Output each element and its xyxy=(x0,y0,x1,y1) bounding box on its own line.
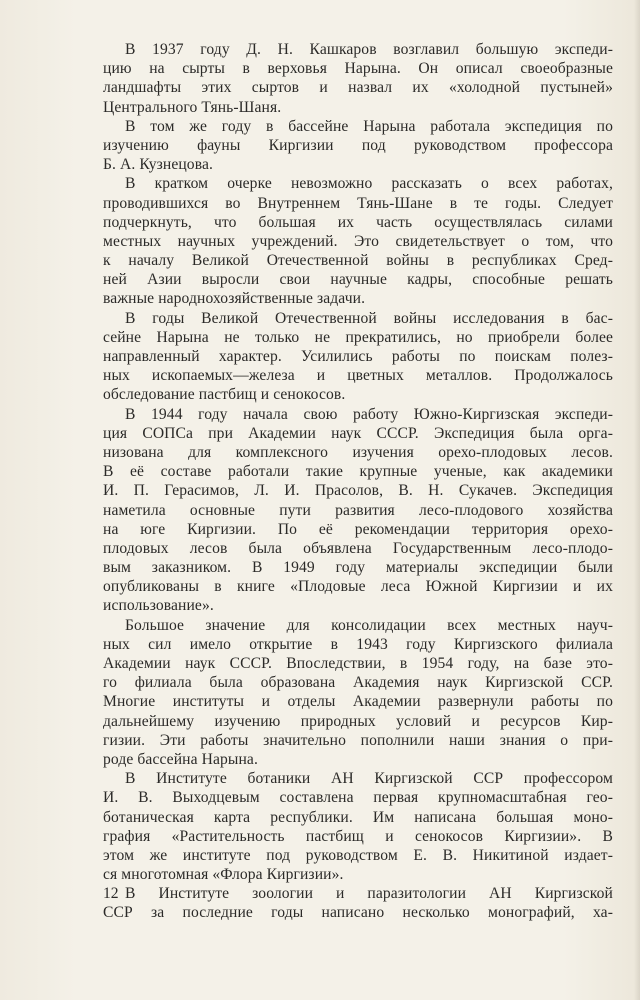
text-line: этом же институте под руководством Е. В. Никитиной издает- xyxy=(103,846,613,864)
text-line: сейне Нарына не только не прекратились, но приобрели более xyxy=(103,328,613,346)
text-line: В Институте ботаники АН Киргизской ССР профессором xyxy=(125,770,613,788)
text-line: И. П. Герасимов, Л. И. Прасолов, В. Н. Сукачев. Экспедиция xyxy=(103,482,613,500)
text-line: ных сил имело открытие в 1943 году Киргизского филиала xyxy=(103,635,613,653)
text-line: ция СОПСа при Академии наук СССР. Экспедиция была орга- xyxy=(103,424,613,442)
text-line: направленный характер. Усилились работы по поискам полез- xyxy=(103,348,613,365)
text-line: В годы Великой Отечественной войны исследования в бас- xyxy=(125,309,613,327)
text-line: плодовых лесов была объявлена Государственным лесо-плодо- xyxy=(103,539,613,557)
text-line: использование». xyxy=(103,597,214,615)
text-line: дальнейшему изучению природных условий и ресурсов Кир- xyxy=(103,712,613,730)
text-line: В 1937 году Д. Н. Кашкаров возглавил большую экспеди- xyxy=(125,41,613,58)
text-line: вым заказником. В 1949 году материалы экспедиции были xyxy=(103,559,613,577)
text-line: гизии. Эти работы значительно пополнили наши знания о при- xyxy=(103,731,613,749)
page-number: 12 xyxy=(103,885,119,902)
text-line: Б. А. Кузнецова. xyxy=(103,156,213,174)
text-line: Центрального Тянь-Шаня. xyxy=(103,98,282,116)
text-line: Большое значение для консолидации всех местных науч- xyxy=(125,616,613,634)
text-line: Многие институты и отделы Академии развернули работы по xyxy=(103,693,613,711)
text-line: ных ископаемых—железа и цветных металлов. Продолжалось xyxy=(103,367,613,385)
body-text xyxy=(103,40,613,923)
text-line: местных научных учреждений. Это свидетельствует о том, что xyxy=(103,232,613,250)
text-line: ней Азии выросли свои научные кадры, способные решать xyxy=(103,271,613,289)
text-line: к началу Великой Отечественной войны в республиках Сред- xyxy=(103,252,613,270)
text-line: наметила основные пути развития лесо-плодового хозяйства xyxy=(103,501,613,519)
text-line: И. В. Выходцевым составлена первая крупномасштабная гео- xyxy=(103,789,613,807)
text-line: В том же году в бассейне Нарына работала экспедиция по xyxy=(125,117,613,135)
text-line: В 1944 году начала свою работу Южно-Киргизская экспеди- xyxy=(125,405,613,423)
text-line: изучению фауны Киргизии под руководством профессора xyxy=(103,136,613,154)
text-line: опубликованы в книге «Плодовые леса Южной Киргизии и их xyxy=(103,578,613,596)
text-line: В Институте зоологии и паразитологии АН Киргизской xyxy=(125,885,613,903)
text-line: го филиала была образована Академия наук Киргизской ССР. xyxy=(103,674,613,692)
text-line: низована для комплексного изучения орехо-плодовых лесов. xyxy=(103,443,613,461)
text-line: ботаническая карта республики. Им написана большая моно- xyxy=(103,808,613,826)
text-line: на юге Киргизии. По её рекомендации территория орехо- xyxy=(103,520,613,538)
text-line: В кратком очерке невозможно рассказать о всех работах, xyxy=(125,175,613,193)
text-line: важные народнохозяйственные задачи. xyxy=(103,290,366,308)
text-line: цию на сырты в верховья Нарына. Он описал своеобразные xyxy=(103,60,613,78)
text-line: ся многотомная «Флора Киргизии». xyxy=(103,866,344,884)
text-line: обследование пастбищ и сенокосов. xyxy=(103,386,346,404)
text-line: В её составе работали такие крупные ученые, как академики xyxy=(103,463,613,481)
text-line: Академии наук СССР. Впоследствии, в 1954 году, на базе это- xyxy=(103,655,613,672)
text-line: проводившихся во Внутреннем Тянь-Шане в те годы. Следует xyxy=(103,194,613,212)
text-line: подчеркнуть, что большая их часть осуществлялась силами xyxy=(103,213,613,231)
text-line: графия «Растительность пастбищ и сенокосов Киргизии». В xyxy=(103,827,613,845)
text-line: ландшафты этих сыртов и назвал их «холодной пустыней» xyxy=(103,79,613,97)
text-line: роде бассейна Нарына. xyxy=(103,750,258,768)
text-line: ССР за последние годы написано несколько монографий, ха- xyxy=(103,904,613,922)
